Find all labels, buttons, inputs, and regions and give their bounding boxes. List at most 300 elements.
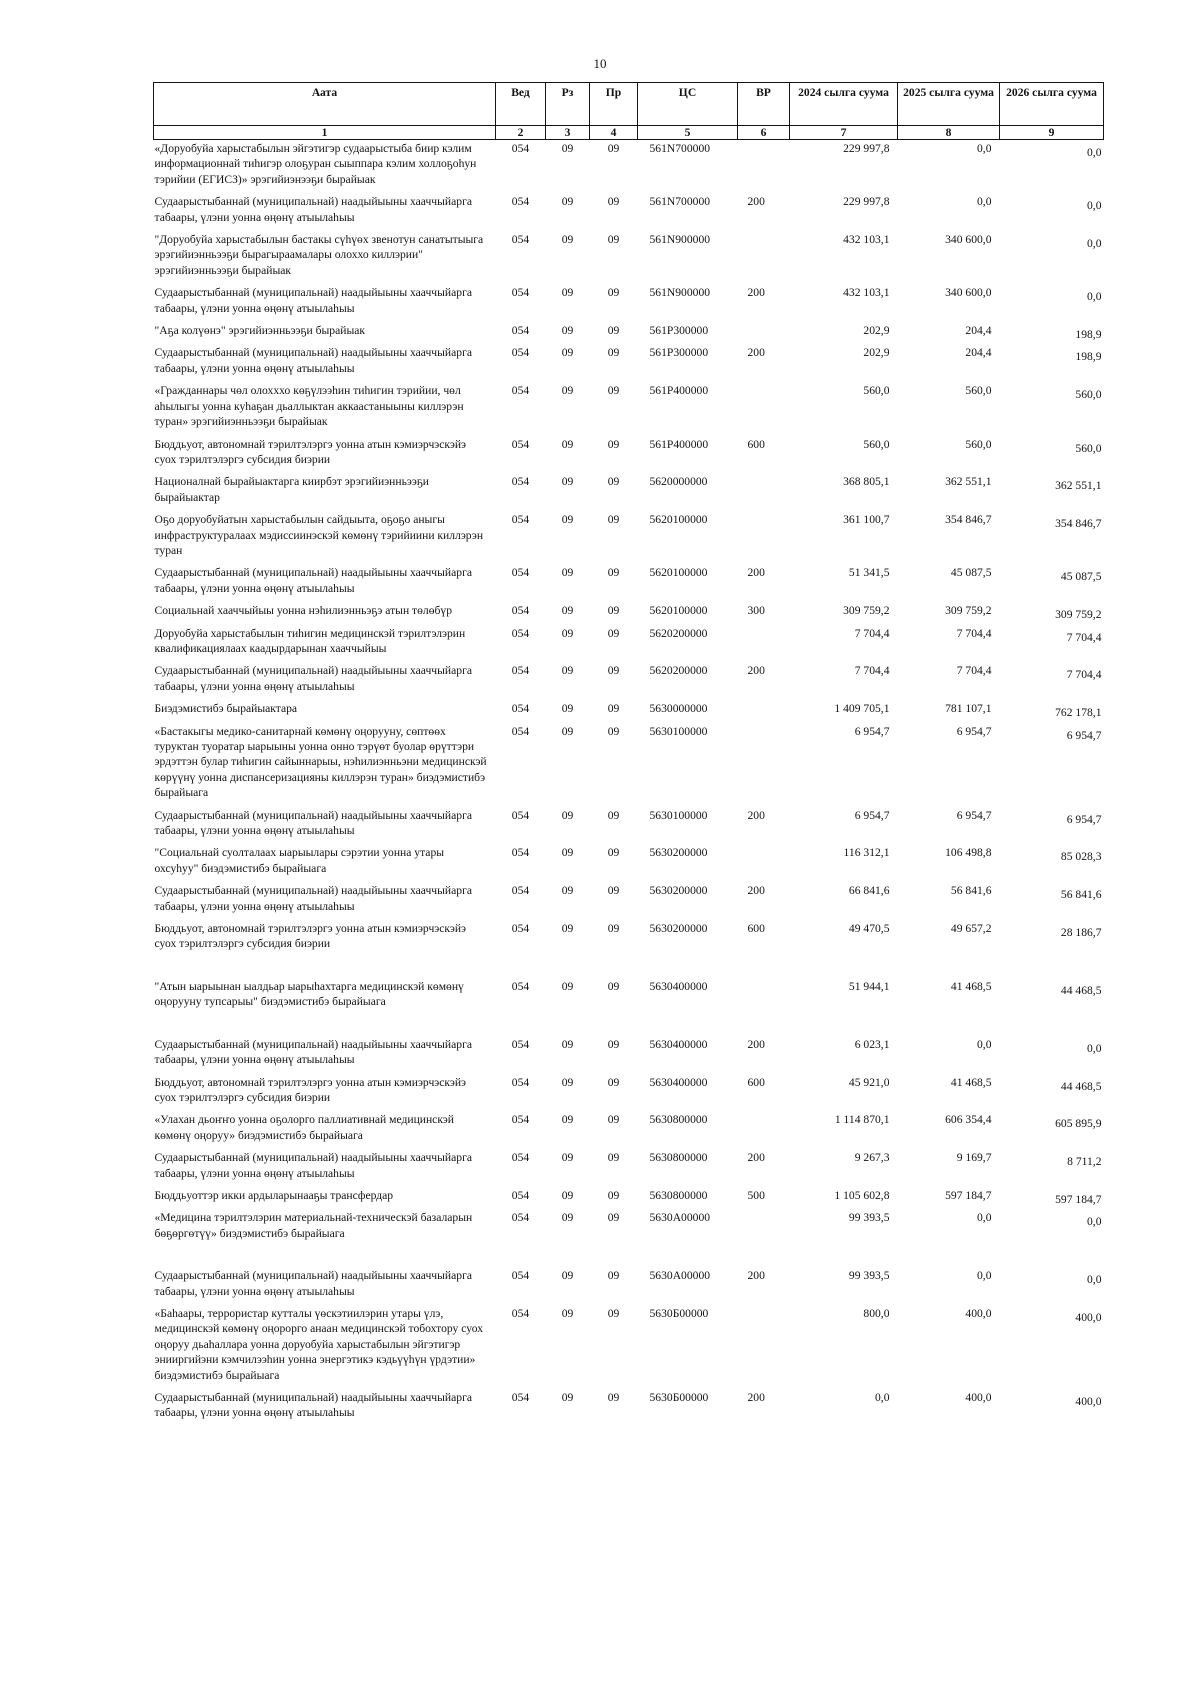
row-vr — [738, 1305, 790, 1389]
row-pr: 09 — [607, 346, 620, 360]
row-cs: 561P400000 — [649, 384, 709, 398]
row-cs: 5630100000 — [649, 808, 708, 822]
row-amount-2026 — [1000, 882, 1104, 920]
row-amount-2025: 560,0 — [965, 384, 992, 398]
row-ved: 054 — [511, 664, 530, 678]
header-2025: 2025 сылга суума — [898, 83, 1000, 126]
row-name: Бюддьуот, автономнай тэрилтэлэргэ уонна атын кэмиэрчэскэйэ суох тэрилтэлэргэ субсидия биэрии — [154, 1075, 467, 1104]
row-cs: 5620200000 — [649, 626, 708, 640]
row-vr: 200 — [747, 346, 765, 360]
row-amount-2026 — [1000, 193, 1104, 231]
row-ved: 054 — [511, 1075, 530, 1089]
row-pr: 09 — [607, 626, 620, 640]
row-pr: 09 — [607, 384, 620, 398]
row-amount-2024: 229 997,8 — [843, 142, 890, 155]
row-rz: 09 — [561, 724, 574, 738]
row-ved: 054 — [511, 724, 530, 738]
row-amount-2026 — [1000, 662, 1104, 700]
row-amount-2026 — [1000, 382, 1104, 435]
row-amount-2025: 560,0 — [965, 437, 992, 451]
row-cs: 5630000000 — [649, 702, 708, 716]
row-name: Судаарыстыбаннай (муниципальнай) наадыйыыны хааччыйарга табаары, үлэни уонна өңөнү атыылаһыы — [154, 664, 472, 693]
row-amount-2024: 309 759,2 — [843, 604, 890, 618]
row-amount-2026-value: 354 846,7 — [1055, 517, 1102, 531]
row-pr: 09 — [607, 808, 620, 822]
row-amount-2026-value: 44 468,5 — [1060, 983, 1102, 997]
header-2026: 2026 сылга суума — [1000, 83, 1104, 126]
row-rz: 09 — [561, 286, 574, 300]
row-amount-2026-value: 560,0 — [1075, 388, 1102, 402]
row-vr: 200 — [747, 195, 765, 209]
row-rz: 09 — [561, 195, 574, 209]
column-number: 5 — [638, 126, 738, 140]
row-amount-2026 — [1000, 602, 1104, 624]
row-vr: 500 — [747, 1188, 765, 1202]
row-amount-2025: 400,0 — [965, 1306, 992, 1320]
row-name: Бюддьуот, автономнай тэрилтэлэргэ уонна атын кэмиэрчэскэйэ суох тэрилтэлэргэ субсидия биэрии — [154, 922, 467, 951]
row-ved: 054 — [511, 384, 530, 398]
row-name: Бюддьуот, автономнай тэрилтэлэргэ уонна атын кэмиэрчэскэйэ суох тэрилтэлэргэ субсидия биэрии — [154, 437, 467, 466]
row-pr: 09 — [607, 286, 620, 300]
table-row — [154, 436, 1104, 474]
row-pr: 09 — [607, 1211, 620, 1225]
row-amount-2026-value: 8 711,2 — [1067, 1155, 1102, 1169]
row-amount-2025: 309 759,2 — [945, 604, 992, 618]
row-amount-2025: 6 954,7 — [956, 808, 992, 822]
row-vr — [738, 700, 790, 722]
row-ved: 054 — [511, 922, 530, 936]
row-name: Социальнай хааччыйыы уонна нэһилиэнньэҕэ атын төлөбүр — [154, 604, 452, 618]
row-ved: 054 — [511, 626, 530, 640]
row-pr: 09 — [607, 1269, 620, 1283]
row-amount-2026-value: 597 184,7 — [1055, 1192, 1102, 1206]
row-amount-2025: 41 468,5 — [950, 979, 992, 993]
row-name: «Гражданнары чөл олохххо көҕүлээһин тиһигин тэрийии, чөл аһылыгы уонна куһаҕан дьаллыктан аккаастаныыны киллэрэн туран» эрэгийиэнньээҕи бырайыак — [154, 384, 464, 429]
row-amount-2026-value: 400,0 — [1075, 1310, 1102, 1324]
table-row — [154, 978, 1104, 1036]
row-rz: 09 — [561, 846, 574, 860]
row-cs: 5630400000 — [649, 1037, 708, 1051]
row-name: Судаарыстыбаннай (муниципальнай) наадыйыыны хааччыйарга табаары, үлэни уонна өңөнү атыылаһыы — [154, 1391, 472, 1420]
row-ved: 054 — [511, 513, 530, 527]
row-vr — [738, 140, 790, 194]
row-rz: 09 — [561, 437, 574, 451]
row-amount-2026-value: 0,0 — [1087, 1215, 1102, 1229]
row-name: Судаарыстыбаннай (муниципальнай) наадыйыыны хааччыйарга табаары, үлэни уонна өңөнү атыылаһыы — [154, 808, 472, 838]
row-amount-2025: 597 184,7 — [945, 1188, 992, 1202]
row-ved: 054 — [511, 233, 530, 247]
row-amount-2026-value: 0,0 — [1087, 290, 1102, 304]
header-name: Аата — [154, 83, 496, 126]
row-vr — [738, 1111, 790, 1149]
row-amount-2026 — [1000, 920, 1104, 978]
row-ved: 054 — [511, 979, 530, 993]
row-ved: 054 — [511, 1188, 530, 1202]
row-vr: 600 — [747, 437, 765, 451]
row-amount-2025: 354 846,7 — [945, 513, 992, 527]
budget-table-container — [153, 82, 1103, 1427]
row-vr: 300 — [747, 604, 765, 618]
row-vr — [738, 511, 790, 564]
row-amount-2024: 1 114 870,1 — [834, 1113, 890, 1127]
header-vr: ВР — [738, 83, 790, 126]
row-ved: 054 — [511, 604, 530, 618]
row-vr — [738, 844, 790, 882]
row-amount-2024: 6 954,7 — [854, 808, 890, 822]
row-amount-2026-value: 56 841,6 — [1060, 888, 1102, 902]
row-cs: 561N900000 — [649, 286, 711, 300]
row-amount-2026 — [1000, 564, 1104, 602]
row-pr: 09 — [607, 195, 620, 209]
row-rz: 09 — [561, 1211, 574, 1225]
header-ved: Вед — [496, 83, 546, 126]
row-amount-2025: 204,4 — [965, 346, 992, 360]
table-header — [154, 83, 1104, 140]
row-amount-2025: 781 107,1 — [945, 702, 992, 716]
row-ved: 054 — [511, 1269, 530, 1283]
row-cs: 5630200000 — [649, 884, 708, 898]
column-number: 2 — [496, 126, 546, 140]
row-pr: 09 — [607, 437, 620, 451]
row-pr: 09 — [607, 142, 620, 155]
row-rz: 09 — [561, 142, 574, 155]
row-amount-2026 — [1000, 625, 1104, 663]
row-rz: 09 — [561, 702, 574, 716]
row-vr: 200 — [747, 286, 765, 300]
row-amount-2024: 361 100,7 — [843, 513, 890, 527]
row-vr — [738, 1209, 790, 1267]
row-amount-2024: 202,9 — [863, 324, 890, 338]
table-row — [154, 602, 1104, 624]
row-amount-2025: 56 841,6 — [950, 884, 992, 898]
row-pr: 09 — [607, 846, 620, 860]
row-cs: 5630A00000 — [649, 1211, 711, 1225]
row-amount-2025: 9 169,7 — [956, 1151, 992, 1165]
row-amount-2024: 6 954,7 — [854, 724, 890, 738]
row-cs: 5630800000 — [649, 1113, 708, 1127]
row-amount-2026-value: 7 704,4 — [1066, 668, 1102, 682]
row-name: "Социальнай суолталаах ыарыылары сэрэтии уонна утары охсуһуу" биэдэмистибэ бырайыага — [154, 846, 445, 875]
row-amount-2026-value: 0,0 — [1087, 237, 1102, 251]
row-amount-2026-value: 605 895,9 — [1055, 1117, 1102, 1131]
row-rz: 09 — [561, 346, 574, 360]
row-amount-2026 — [1000, 1267, 1104, 1305]
row-amount-2024: 0,0 — [875, 1391, 890, 1404]
row-vr: 200 — [747, 566, 765, 580]
table-row — [154, 700, 1104, 722]
header-cs: ЦС — [638, 83, 738, 126]
row-vr — [738, 625, 790, 663]
row-pr: 09 — [607, 1391, 620, 1404]
row-amount-2026-value: 0,0 — [1087, 199, 1102, 213]
column-number: 3 — [546, 126, 590, 140]
row-cs: 5630200000 — [649, 846, 708, 860]
row-cs: 561P400000 — [649, 437, 709, 451]
row-amount-2026-value: 28 186,7 — [1060, 926, 1102, 940]
row-ved: 054 — [511, 1306, 530, 1320]
row-pr: 09 — [607, 702, 620, 716]
row-amount-2026 — [1000, 436, 1104, 474]
row-rz: 09 — [561, 513, 574, 527]
row-amount-2024: 1 409 705,1 — [834, 702, 890, 716]
column-number: 6 — [738, 126, 790, 140]
row-amount-2024: 9 267,3 — [854, 1151, 890, 1165]
row-name: Судаарыстыбаннай (муниципальнай) наадыйыыны хааччыйарга табаары, үлэни уонна өңөнү атыылаһыы — [154, 195, 472, 224]
row-amount-2026-value: 400,0 — [1075, 1395, 1102, 1408]
row-amount-2024: 51 341,5 — [848, 566, 890, 580]
row-ved: 054 — [511, 142, 530, 155]
row-pr: 09 — [607, 724, 620, 738]
row-ved: 054 — [511, 808, 530, 822]
row-pr: 09 — [607, 1075, 620, 1089]
row-pr: 09 — [607, 979, 620, 993]
row-amount-2024: 66 841,6 — [848, 884, 890, 898]
table-row — [154, 473, 1104, 511]
row-vr — [738, 322, 790, 344]
row-cs: 5620100000 — [649, 566, 708, 580]
row-rz: 09 — [561, 1188, 574, 1202]
row-amount-2024: 45 921,0 — [848, 1075, 890, 1089]
row-name: Биэдэмистибэ бырайыактара — [154, 702, 298, 716]
page-number: 10 — [593, 56, 607, 71]
row-amount-2024: 800,0 — [863, 1306, 890, 1320]
row-cs: 5620100000 — [649, 604, 708, 618]
row-pr: 09 — [607, 604, 620, 618]
row-vr — [738, 473, 790, 511]
row-amount-2026 — [1000, 1149, 1104, 1187]
row-amount-2026 — [1000, 1389, 1104, 1427]
row-ved: 054 — [511, 475, 530, 489]
row-amount-2024: 432 103,1 — [843, 233, 890, 247]
column-number: 1 — [154, 126, 496, 140]
row-name: Судаарыстыбаннай (муниципальнай) наадыйыыны хааччыйарга табаары, үлэни уонна өңөнү атыылаһыы — [154, 1269, 472, 1298]
row-ved: 054 — [511, 1037, 530, 1051]
row-cs: 5620200000 — [649, 664, 708, 678]
row-vr: 200 — [747, 1391, 765, 1404]
row-rz: 09 — [561, 604, 574, 618]
row-amount-2026-value: 309 759,2 — [1055, 608, 1102, 622]
row-ved: 054 — [511, 346, 530, 360]
table-row — [154, 284, 1104, 322]
row-ved: 054 — [511, 1151, 530, 1165]
row-cs: 5620100000 — [649, 513, 708, 527]
row-amount-2024: 99 393,5 — [848, 1211, 890, 1225]
row-cs: 561N700000 — [649, 195, 711, 209]
row-vr: 200 — [747, 1151, 765, 1165]
row-rz: 09 — [561, 475, 574, 489]
table-row — [154, 807, 1104, 845]
row-name: Судаарыстыбаннай (муниципальнай) наадыйыыны хааччыйарга табаары, үлэни уонна өңөнү атыылаһыы — [154, 286, 472, 315]
row-name: «Баһаары, террористар кутталы үөскэтиилэрин утары үлэ, медицинскэй көмөнү оңорорго анаан медицинскэй тобохтору суох оңоруу дьаһаллара уонна доруобуйа харыстабылын эйгэтигэр энииргийэни кэмчилээһин уонна энергэтикэ кэдьүүһүн үрдэтии» биэдэмистибэ бырайыага — [154, 1306, 484, 1382]
row-vr — [738, 978, 790, 1036]
row-cs: 561P300000 — [649, 346, 709, 360]
table-row — [154, 625, 1104, 663]
row-name: Националнай бырайыактарга киирбэт эрэгийиэнньээҕи бырайыактар — [154, 475, 430, 504]
row-amount-2025: 340 600,0 — [945, 286, 992, 300]
table-row — [154, 1305, 1104, 1389]
row-amount-2026-value: 0,0 — [1087, 1041, 1102, 1055]
table-row — [154, 723, 1104, 807]
row-vr: 200 — [747, 1037, 765, 1051]
row-amount-2024: 51 944,1 — [848, 979, 890, 993]
column-number: 9 — [1000, 126, 1104, 140]
row-amount-2026-value: 44 468,5 — [1060, 1079, 1102, 1093]
row-pr: 09 — [607, 1037, 620, 1051]
row-amount-2025: 0,0 — [977, 1037, 992, 1051]
table-row — [154, 511, 1104, 564]
row-pr: 09 — [607, 324, 620, 338]
row-ved: 054 — [511, 324, 530, 338]
row-cs: 5630200000 — [649, 922, 708, 936]
row-cs: 561P300000 — [649, 324, 709, 338]
row-cs: 561N900000 — [649, 233, 711, 247]
row-amount-2026 — [1000, 700, 1104, 722]
row-amount-2026 — [1000, 1187, 1104, 1209]
row-amount-2024: 7 704,4 — [854, 664, 890, 678]
row-amount-2026-value: 0,0 — [1087, 1273, 1102, 1287]
row-rz: 09 — [561, 1151, 574, 1165]
row-amount-2026 — [1000, 1036, 1104, 1074]
row-name: Судаарыстыбаннай (муниципальнай) наадыйыыны хааччыйарга табаары, үлэни уонна өңөнү атыылаһыы — [154, 1151, 472, 1180]
row-amount-2024: 432 103,1 — [843, 286, 890, 300]
row-amount-2026 — [1000, 344, 1104, 382]
row-amount-2026 — [1000, 322, 1104, 344]
row-rz: 09 — [561, 1037, 574, 1051]
row-name: "Аҕа колүөнэ" эрэгийиэнньээҕи бырайыак — [154, 324, 366, 338]
row-amount-2026-value: 0,0 — [1087, 146, 1102, 159]
row-cs: 5630100000 — [649, 724, 708, 738]
row-amount-2026 — [1000, 723, 1104, 807]
row-amount-2024: 6 023,1 — [854, 1037, 890, 1051]
table-row — [154, 1389, 1104, 1427]
row-rz: 09 — [561, 808, 574, 822]
row-rz: 09 — [561, 384, 574, 398]
table-row — [154, 1074, 1104, 1112]
row-ved: 054 — [511, 195, 530, 209]
row-cs: 561N700000 — [649, 142, 711, 155]
row-amount-2026-value: 7 704,4 — [1066, 630, 1102, 644]
row-name: «Улахан дьоҥҥо уонна оҕолорго паллиативнай медицинскэй көмөнү оңоруу» биэдэмистибэ бырайыага — [154, 1113, 454, 1142]
row-cs: 5630Б00000 — [649, 1306, 709, 1320]
row-amount-2024: 49 470,5 — [848, 922, 890, 936]
row-name: "Доруобуйа харыстабылын бастакы сүһүөх звенотун санатытыыга эрэгийиэнньээҕи бырагыраамалары олоххо киллэрии" эрэгийиэнньээҕи бырайыак — [154, 233, 484, 277]
row-cs: 5630A00000 — [649, 1269, 711, 1283]
row-vr: 600 — [747, 922, 765, 936]
row-amount-2026 — [1000, 978, 1104, 1036]
row-pr: 09 — [607, 922, 620, 936]
row-rz: 09 — [561, 1075, 574, 1089]
row-vr: 200 — [747, 884, 765, 898]
row-pr: 09 — [607, 233, 620, 247]
row-name: Судаарыстыбаннай (муниципальнай) наадыйыыны хааччыйарга табаары, үлэни уонна өңөнү атыылаһыы — [154, 566, 472, 595]
row-amount-2025: 49 657,2 — [950, 922, 992, 936]
row-ved: 054 — [511, 437, 530, 451]
table-row — [154, 1209, 1104, 1267]
row-amount-2026-value: 560,0 — [1075, 441, 1102, 455]
row-amount-2026-value: 85 028,3 — [1060, 850, 1102, 864]
row-amount-2025: 606 354,4 — [945, 1113, 992, 1127]
row-amount-2026-value: 198,9 — [1075, 328, 1102, 342]
row-amount-2024: 229 997,8 — [843, 195, 890, 209]
table-row — [154, 322, 1104, 344]
row-amount-2025: 400,0 — [965, 1391, 992, 1404]
row-amount-2026-value: 198,9 — [1075, 350, 1102, 364]
row-pr: 09 — [607, 1306, 620, 1320]
row-amount-2025: 6 954,7 — [956, 724, 992, 738]
row-pr: 09 — [607, 1188, 620, 1202]
row-ved: 054 — [511, 1391, 530, 1404]
row-amount-2025: 41 468,5 — [950, 1075, 992, 1089]
row-amount-2025: 204,4 — [965, 324, 992, 338]
row-amount-2025: 0,0 — [977, 1269, 992, 1283]
row-amount-2026 — [1000, 1209, 1104, 1267]
row-rz: 09 — [561, 566, 574, 580]
row-pr: 09 — [607, 664, 620, 678]
table-row — [154, 344, 1104, 382]
row-cs: 5630Б00000 — [649, 1391, 709, 1404]
row-amount-2025: 7 704,4 — [956, 664, 992, 678]
row-vr — [738, 382, 790, 435]
row-rz: 09 — [561, 233, 574, 247]
row-vr: 200 — [747, 808, 765, 822]
table-row — [154, 882, 1104, 920]
table-row — [154, 1187, 1104, 1209]
row-name: Судаарыстыбаннай (муниципальнай) наадыйыыны хааччыйарга табаары, үлэни уонна өңөнү атыылаһыы — [154, 346, 472, 375]
row-ved: 054 — [511, 1211, 530, 1225]
row-rz: 09 — [561, 626, 574, 640]
table-row — [154, 564, 1104, 602]
row-vr: 600 — [747, 1075, 765, 1089]
row-amount-2025: 362 551,1 — [945, 475, 992, 489]
row-amount-2025: 7 704,4 — [956, 626, 992, 640]
row-pr: 09 — [607, 513, 620, 527]
row-ved: 054 — [511, 286, 530, 300]
row-amount-2026 — [1000, 1111, 1104, 1149]
row-name: «Бастакыгы медико-санитарнай көмөнү оңорууну, сөптөөх туруктан туоратар ыарыыны уонна онно тэрүөт буолар өрүттэри эрдэттэн булар тиһигин сайыннарыы, нэһилиэнньэни медицинскэй көрүүнү уонна диспансеризацияны киллэрэн туран» биэдэмистибэ бырайыага — [154, 724, 487, 800]
column-number: 8 — [898, 126, 1000, 140]
row-amount-2026-value: 6 954,7 — [1066, 812, 1102, 826]
row-name: «Медицина тэрилтэлэрин материальнай-техническэй базаларын бөҕөргөтүү» биэдэмистибэ бырайыага — [154, 1211, 473, 1240]
row-pr: 09 — [607, 1151, 620, 1165]
row-amount-2024: 99 393,5 — [848, 1269, 890, 1283]
row-ved: 054 — [511, 566, 530, 580]
column-number-row — [154, 126, 1104, 140]
row-amount-2026-value: 45 087,5 — [1060, 570, 1102, 584]
budget-table — [153, 82, 1104, 1427]
row-amount-2024: 1 105 602,8 — [834, 1188, 890, 1202]
column-number: 7 — [790, 126, 898, 140]
table-row — [154, 1267, 1104, 1305]
table-row — [154, 1111, 1104, 1149]
row-pr: 09 — [607, 1113, 620, 1127]
row-ved: 054 — [511, 846, 530, 860]
row-ved: 054 — [511, 1113, 530, 1127]
row-amount-2026-value: 362 551,1 — [1055, 479, 1102, 493]
row-amount-2024: 202,9 — [863, 346, 890, 360]
row-rz: 09 — [561, 324, 574, 338]
table-row — [154, 382, 1104, 435]
row-rz: 09 — [561, 922, 574, 936]
row-amount-2025: 0,0 — [977, 142, 992, 155]
table-row — [154, 1036, 1104, 1074]
row-ved: 054 — [511, 884, 530, 898]
row-amount-2026 — [1000, 511, 1104, 564]
row-cs: 5630800000 — [649, 1151, 708, 1165]
row-name: Бюддьуоттэр икки ардыларынааҕы трансфердар — [154, 1188, 394, 1202]
table-row — [154, 844, 1104, 882]
row-rz: 09 — [561, 1113, 574, 1127]
row-amount-2026 — [1000, 140, 1104, 194]
